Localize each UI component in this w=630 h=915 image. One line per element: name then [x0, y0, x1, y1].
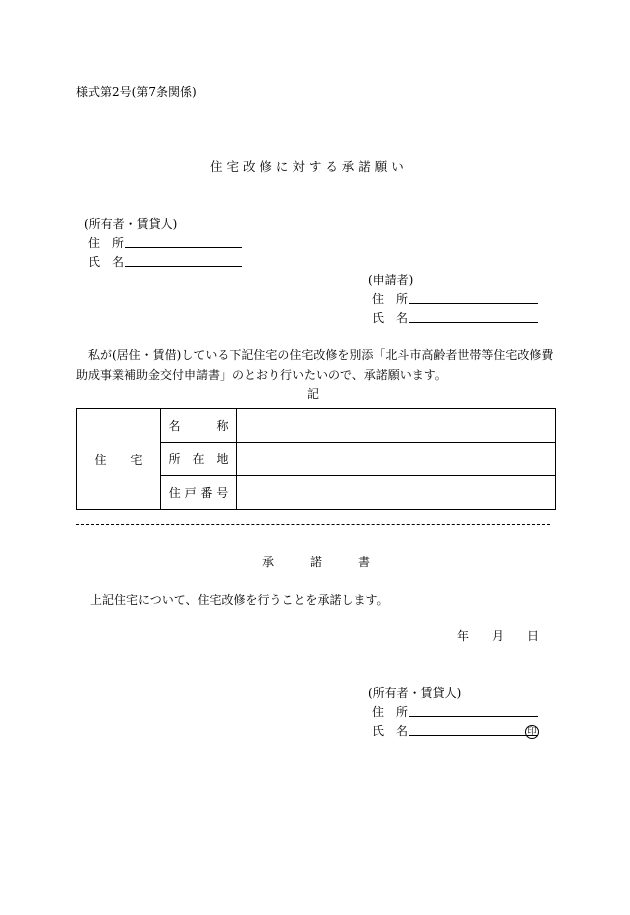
page-title: 住 宅 改 修 に 対 す る 承 諾 願 い — [210, 159, 404, 174]
owner-name-label: 氏 名 — [88, 255, 125, 269]
applicant-name-field[interactable] — [409, 322, 538, 323]
consent-owner-address-label: 住 所 — [372, 705, 409, 719]
seal-mark: 印 — [525, 725, 539, 739]
applicant-address-field[interactable] — [409, 303, 538, 304]
date-day-label: 日 — [527, 629, 540, 643]
owner-address-label: 住 所 — [88, 236, 125, 250]
form-number: 様式第2号(第7条関係) — [76, 85, 197, 99]
ki-heading: 記 — [307, 387, 320, 401]
table-label-location: 所 在 地 — [161, 442, 237, 476]
owner-role-label: (所有者・賃貸人) — [84, 217, 178, 231]
table-label-unit-number: 住 戸 番 号 — [161, 476, 237, 510]
consent-owner-address-field[interactable] — [409, 716, 538, 717]
table-value-location[interactable] — [237, 442, 556, 476]
body-text-line-1: 私が(居住・賃借)している下記住宅の住宅改修を別添「北斗市高齢者世帯等住宅改修費 — [88, 348, 554, 362]
table-row — [77, 409, 556, 443]
applicant-address-label: 住 所 — [372, 292, 409, 306]
housing-table — [76, 408, 556, 510]
cut-line-divider — [76, 524, 550, 525]
consent-owner-role-label: (所有者・賃貸人) — [368, 686, 462, 700]
owner-name-field[interactable] — [125, 266, 242, 267]
body-text-line-2: 助成事業補助金交付申請書」のとおり行いたいので、承諾願います。 — [76, 368, 447, 382]
table-value-unit-number[interactable] — [237, 476, 556, 510]
housing-row-header: 住 宅 — [77, 409, 161, 510]
table-value-name[interactable] — [237, 409, 556, 443]
consent-owner-name-field[interactable] — [409, 735, 538, 736]
table-label-name: 名 称 — [161, 409, 237, 443]
consent-text: 上記住宅について、住宅改修を行うことを承諾します。 — [90, 593, 389, 607]
applicant-role-label: (申請者) — [368, 273, 414, 287]
date-month-label: 月 — [492, 629, 505, 643]
date-year-label: 年 — [457, 629, 470, 643]
applicant-name-label: 氏 名 — [372, 311, 409, 325]
owner-address-field[interactable] — [125, 247, 242, 248]
consent-owner-name-label: 氏 名 — [372, 724, 409, 738]
consent-title: 承 諾 書 — [262, 555, 371, 569]
